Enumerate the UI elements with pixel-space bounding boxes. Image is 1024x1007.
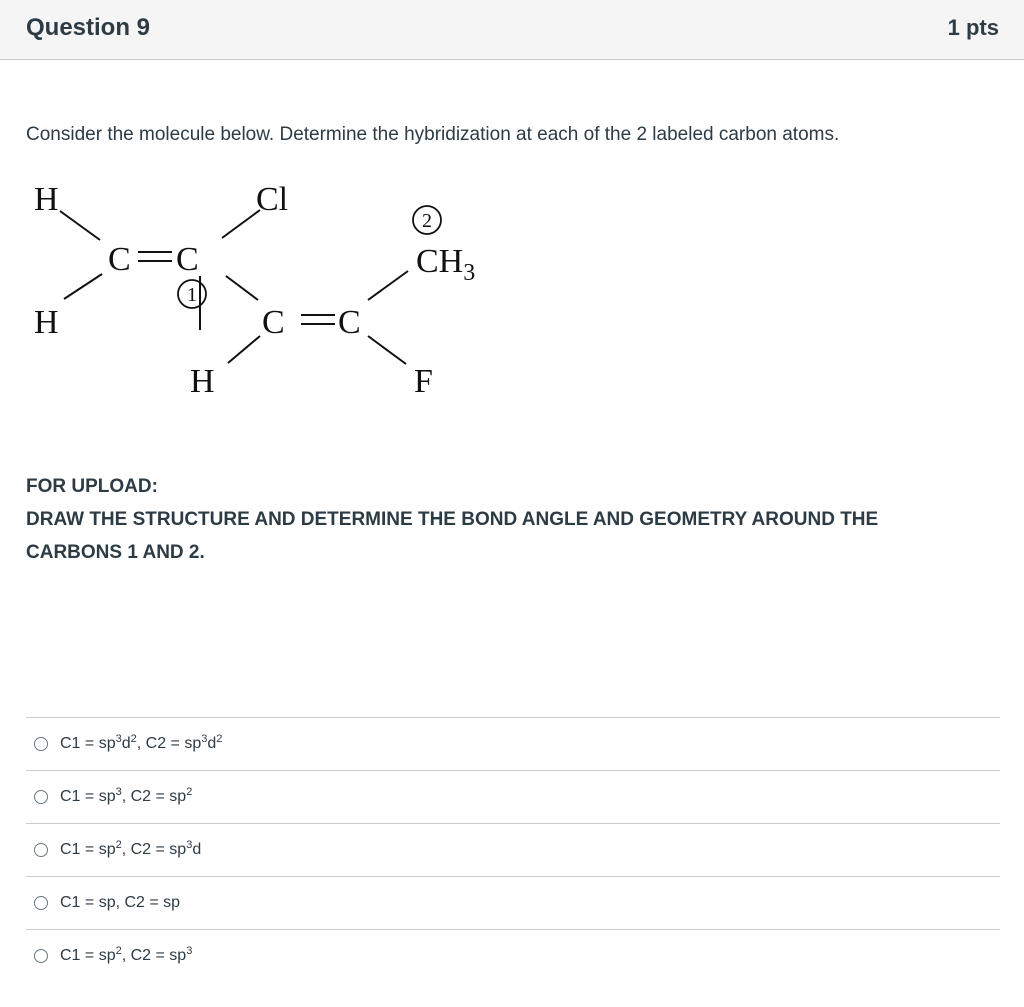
- radio-button[interactable]: [34, 896, 48, 910]
- question-header: [0, 0, 1024, 60]
- bond-h-c: [64, 274, 102, 299]
- molecule-structure: [20, 168, 540, 408]
- instructions-line: CARBONS 1 AND 2.: [26, 542, 205, 563]
- ch3-main: CH: [416, 243, 464, 280]
- answer-label: $C1 = sp^3$, $C2 = sp^2$: [60, 786, 193, 805]
- atom-c1: C: [176, 241, 199, 278]
- atom-f: F: [414, 363, 433, 400]
- instructions-line: DRAW THE STRUCTURE AND DETERMINE THE BOND ANGLE AND GEOMETRY AROUND THE: [26, 509, 879, 530]
- question-points: 1 pts: [947, 15, 999, 40]
- question-title: Question 9: [26, 14, 151, 41]
- carbon-2-marker: [413, 206, 441, 234]
- radio-button[interactable]: [34, 737, 48, 751]
- answer-label: $C1 = sp^2$, $C2 = sp^3d$: [60, 839, 202, 858]
- radio-button[interactable]: [34, 843, 48, 857]
- atom-cl: Cl: [256, 181, 289, 218]
- answer-option[interactable]: [26, 929, 1000, 982]
- ch3-subscript: 3: [463, 260, 476, 286]
- bond-h-c: [60, 211, 100, 240]
- carbon-1-label: 1: [187, 284, 197, 306]
- atom-c: C: [338, 304, 361, 341]
- radio-button[interactable]: [34, 790, 48, 804]
- answer-label: C1 = sp, C2 = sp: [60, 894, 181, 911]
- bond-c-f: [368, 336, 406, 364]
- instructions-line: FOR UPLOAD:: [26, 476, 158, 497]
- atom-h: H: [190, 363, 215, 400]
- radio-button[interactable]: [34, 949, 48, 963]
- answer-list: [26, 717, 1000, 982]
- answer-label: $C1 = sp^2$, $C2 = sp^3$: [60, 945, 193, 964]
- atom-ch3: [416, 243, 475, 286]
- question-prompt: Consider the molecule below. Determine the hybridization at each of the 2 labeled carbon atoms.: [26, 124, 840, 145]
- answer-option[interactable]: [26, 823, 1000, 876]
- bond-c-h: [228, 336, 260, 363]
- answer-label: $C1 = sp^3d^2$, $C2 = sp^3d^2$: [60, 733, 223, 752]
- carbon-2-label: 2: [422, 210, 432, 232]
- answer-option[interactable]: [26, 876, 1000, 929]
- bond-c-cl: [222, 210, 260, 238]
- atom-h: H: [34, 181, 59, 218]
- atom-c: C: [108, 241, 131, 278]
- atom-c: C: [262, 304, 285, 341]
- bond-c-c: [226, 276, 258, 300]
- answer-option[interactable]: [26, 717, 1000, 770]
- atom-h: H: [34, 304, 59, 341]
- upload-instructions: [26, 470, 1006, 569]
- bond-c-ch3: [368, 271, 408, 300]
- carbon-1-marker: [178, 280, 206, 308]
- answer-option[interactable]: [26, 770, 1000, 823]
